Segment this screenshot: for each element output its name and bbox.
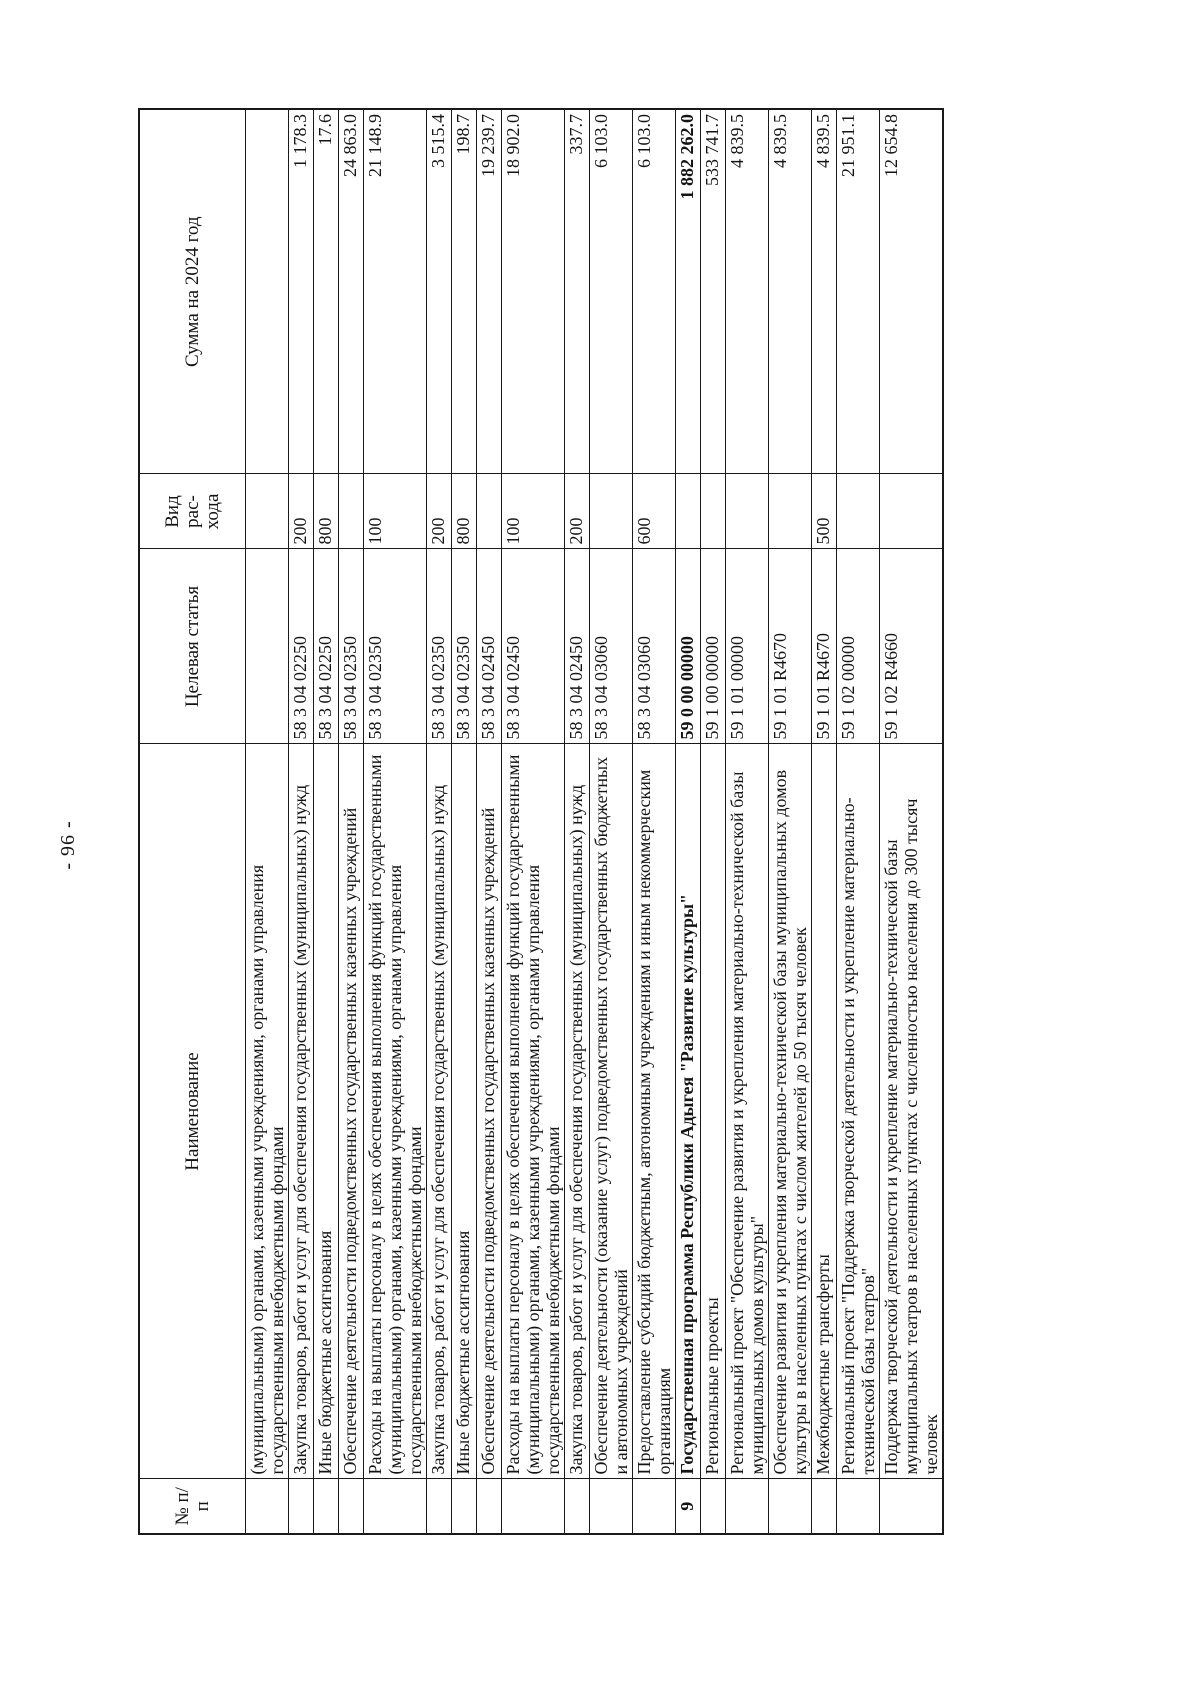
- page-number: - 96 -: [57, 820, 79, 870]
- row-expense-kind: [701, 474, 726, 549]
- table-body: [246, 109, 944, 1534]
- row-amount: 21 148.9: [364, 109, 427, 474]
- row-target-code: 58 3 04 02450: [565, 549, 590, 744]
- row-number: [477, 1479, 502, 1534]
- header-code: Целевая статья: [139, 549, 246, 744]
- table-row: [314, 109, 339, 1534]
- table-row: [246, 109, 289, 1534]
- header-sum: Сумма на 2024 год: [139, 109, 246, 474]
- row-number: [812, 1479, 837, 1534]
- table-row: [633, 109, 676, 1534]
- table-row: [812, 109, 837, 1534]
- row-amount: [246, 109, 289, 474]
- row-expense-kind: [477, 474, 502, 549]
- row-name: Государственная программа Республики Адыгея "Развитие культуры": [676, 744, 701, 1479]
- header-name: Наименование: [139, 744, 246, 1479]
- row-target-code: 58 3 04 02350: [452, 549, 477, 744]
- row-target-code: 58 3 04 02350: [364, 549, 427, 744]
- row-amount: 4 839.5: [769, 109, 812, 474]
- row-expense-kind: [590, 474, 633, 549]
- row-amount: 3 515.4: [427, 109, 452, 474]
- row-target-code: 59 1 01 R4670: [769, 549, 812, 744]
- row-number: [880, 1479, 944, 1534]
- row-target-code: 59 0 00 00000: [676, 549, 701, 744]
- table-row: [701, 109, 726, 1534]
- row-amount: 198.7: [452, 109, 477, 474]
- row-amount: 533 741.7: [701, 109, 726, 474]
- row-expense-kind: 600: [633, 474, 676, 549]
- row-number: [427, 1479, 452, 1534]
- table-row: [676, 109, 701, 1534]
- table-row: [452, 109, 477, 1534]
- row-target-code: [246, 549, 289, 744]
- row-amount: 6 103.0: [590, 109, 633, 474]
- row-target-code: 58 3 04 02250: [289, 549, 314, 744]
- row-expense-kind: 800: [314, 474, 339, 549]
- row-target-code: 58 3 04 03060: [633, 549, 676, 744]
- row-amount: 4 839.5: [812, 109, 837, 474]
- table-row: [289, 109, 314, 1534]
- row-expense-kind: [880, 474, 944, 549]
- row-expense-kind: 100: [502, 474, 565, 549]
- row-name: Предоставление субсидий бюджетным, автономным учреждениям и иным некоммерческим организациям: [633, 744, 676, 1479]
- row-name: Региональные проекты: [701, 744, 726, 1479]
- row-name: Обеспечение деятельности (оказание услуг) подведомственных государственных бюджетных и автономных учреждений: [590, 744, 633, 1479]
- row-target-code: 58 3 04 02450: [502, 549, 565, 744]
- row-name: Региональный проект "Поддержка творческой деятельности и укрепление материально-технической базы театров": [837, 744, 880, 1479]
- table-row: [502, 109, 565, 1534]
- row-number: [769, 1479, 812, 1534]
- table-row: [880, 109, 944, 1534]
- row-amount: 18 902.0: [502, 109, 565, 474]
- row-number: [726, 1479, 769, 1534]
- row-name: Обеспечение деятельности подведомственных государственных казенных учреждений: [339, 744, 364, 1479]
- row-expense-kind: [769, 474, 812, 549]
- row-target-code: 59 1 02 R4660: [880, 549, 944, 744]
- row-number: [246, 1479, 289, 1534]
- row-target-code: 58 3 04 03060: [590, 549, 633, 744]
- row-amount: 21 951.1: [837, 109, 880, 474]
- row-target-code: 58 3 04 02250: [314, 549, 339, 744]
- row-expense-kind: 200: [289, 474, 314, 549]
- row-name: Поддержка творческой деятельности и укрепление материально-технической базы муниципальных театров в населенных пунктах с численностью населения до 300 тысяч человек: [880, 744, 944, 1479]
- table-row: [477, 109, 502, 1534]
- row-number: [364, 1479, 427, 1534]
- row-number: 9: [676, 1479, 701, 1534]
- row-target-code: 58 3 04 02450: [477, 549, 502, 744]
- table-row: [769, 109, 812, 1534]
- row-number: [701, 1479, 726, 1534]
- row-amount: 19 239.7: [477, 109, 502, 474]
- row-amount: 12 654.8: [880, 109, 944, 474]
- row-name: Обеспечение деятельности подведомственных государственных казенных учреждений: [477, 744, 502, 1479]
- row-amount: 1 882 262.0: [676, 109, 701, 474]
- row-expense-kind: [726, 474, 769, 549]
- row-target-code: 58 3 04 02350: [339, 549, 364, 744]
- table-row: [565, 109, 590, 1534]
- table-row: [726, 109, 769, 1534]
- row-name: Расходы на выплаты персоналу в целях обеспечения выполнения функций государственными (муниципальными) органами, казенными учреждениями, органами управления государственными внебюджетными фондами: [502, 744, 565, 1479]
- row-name: Региональный проект "Обеспечение развития и укрепления материально-технической базы муниципальных домов культуры": [726, 744, 769, 1479]
- row-amount: 1 178.3: [289, 109, 314, 474]
- table-row: [364, 109, 427, 1534]
- row-number: [565, 1479, 590, 1534]
- row-number: [452, 1479, 477, 1534]
- row-target-code: 59 1 01 00000: [726, 549, 769, 744]
- row-name: Обеспечение развития и укрепления материально-технической базы муниципальных домов культуры в населенных пунктах с числом жителей до 50 тысяч человек: [769, 744, 812, 1479]
- row-target-code: 58 3 04 02350: [427, 549, 452, 744]
- row-name: Межбюджетные трансферты: [812, 744, 837, 1479]
- row-expense-kind: 500: [812, 474, 837, 549]
- row-amount: 6 103.0: [633, 109, 676, 474]
- row-amount: 24 863.0: [339, 109, 364, 474]
- row-amount: 17.6: [314, 109, 339, 474]
- row-target-code: 59 1 00 00000: [701, 549, 726, 744]
- row-name: Иные бюджетные ассигнования: [314, 744, 339, 1479]
- row-expense-kind: [246, 474, 289, 549]
- row-number: [289, 1479, 314, 1534]
- row-name: (муниципальными) органами, казенными учреждениями, органами управления государственными внебюджетными фондами: [246, 744, 289, 1479]
- table-row: [590, 109, 633, 1534]
- row-name: Закупка товаров, работ и услуг для обеспечения государственных (муниципальных) нужд: [427, 744, 452, 1479]
- row-expense-kind: [339, 474, 364, 549]
- budget-table: [138, 108, 944, 1535]
- row-name: Расходы на выплаты персоналу в целях обеспечения выполнения функций государственными (муниципальными) органами, казенными учреждениями, органами управления государственными внебюджетными фондами: [364, 744, 427, 1479]
- row-target-code: 59 1 01 R4670: [812, 549, 837, 744]
- header-kind: Вид рас-хода: [139, 474, 246, 549]
- row-number: [502, 1479, 565, 1534]
- row-number: [590, 1479, 633, 1534]
- row-expense-kind: 200: [427, 474, 452, 549]
- row-number: [633, 1479, 676, 1534]
- row-number: [837, 1479, 880, 1534]
- row-expense-kind: [837, 474, 880, 549]
- row-amount: 4 839.5: [726, 109, 769, 474]
- row-name: Закупка товаров, работ и услуг для обеспечения государственных (муниципальных) нужд: [565, 744, 590, 1479]
- table-row: [837, 109, 880, 1534]
- row-expense-kind: [676, 474, 701, 549]
- table-row: [339, 109, 364, 1534]
- header-num: № п/п: [139, 1479, 246, 1534]
- row-expense-kind: 100: [364, 474, 427, 549]
- row-number: [339, 1479, 364, 1534]
- row-expense-kind: 800: [452, 474, 477, 549]
- row-name: Иные бюджетные ассигнования: [452, 744, 477, 1479]
- table-row: [427, 109, 452, 1534]
- table-header-row: [139, 109, 246, 1534]
- row-expense-kind: 200: [565, 474, 590, 549]
- row-number: [314, 1479, 339, 1534]
- row-name: Закупка товаров, работ и услуг для обеспечения государственных (муниципальных) нужд: [289, 744, 314, 1479]
- row-amount: 337.7: [565, 109, 590, 474]
- row-target-code: 59 1 02 00000: [837, 549, 880, 744]
